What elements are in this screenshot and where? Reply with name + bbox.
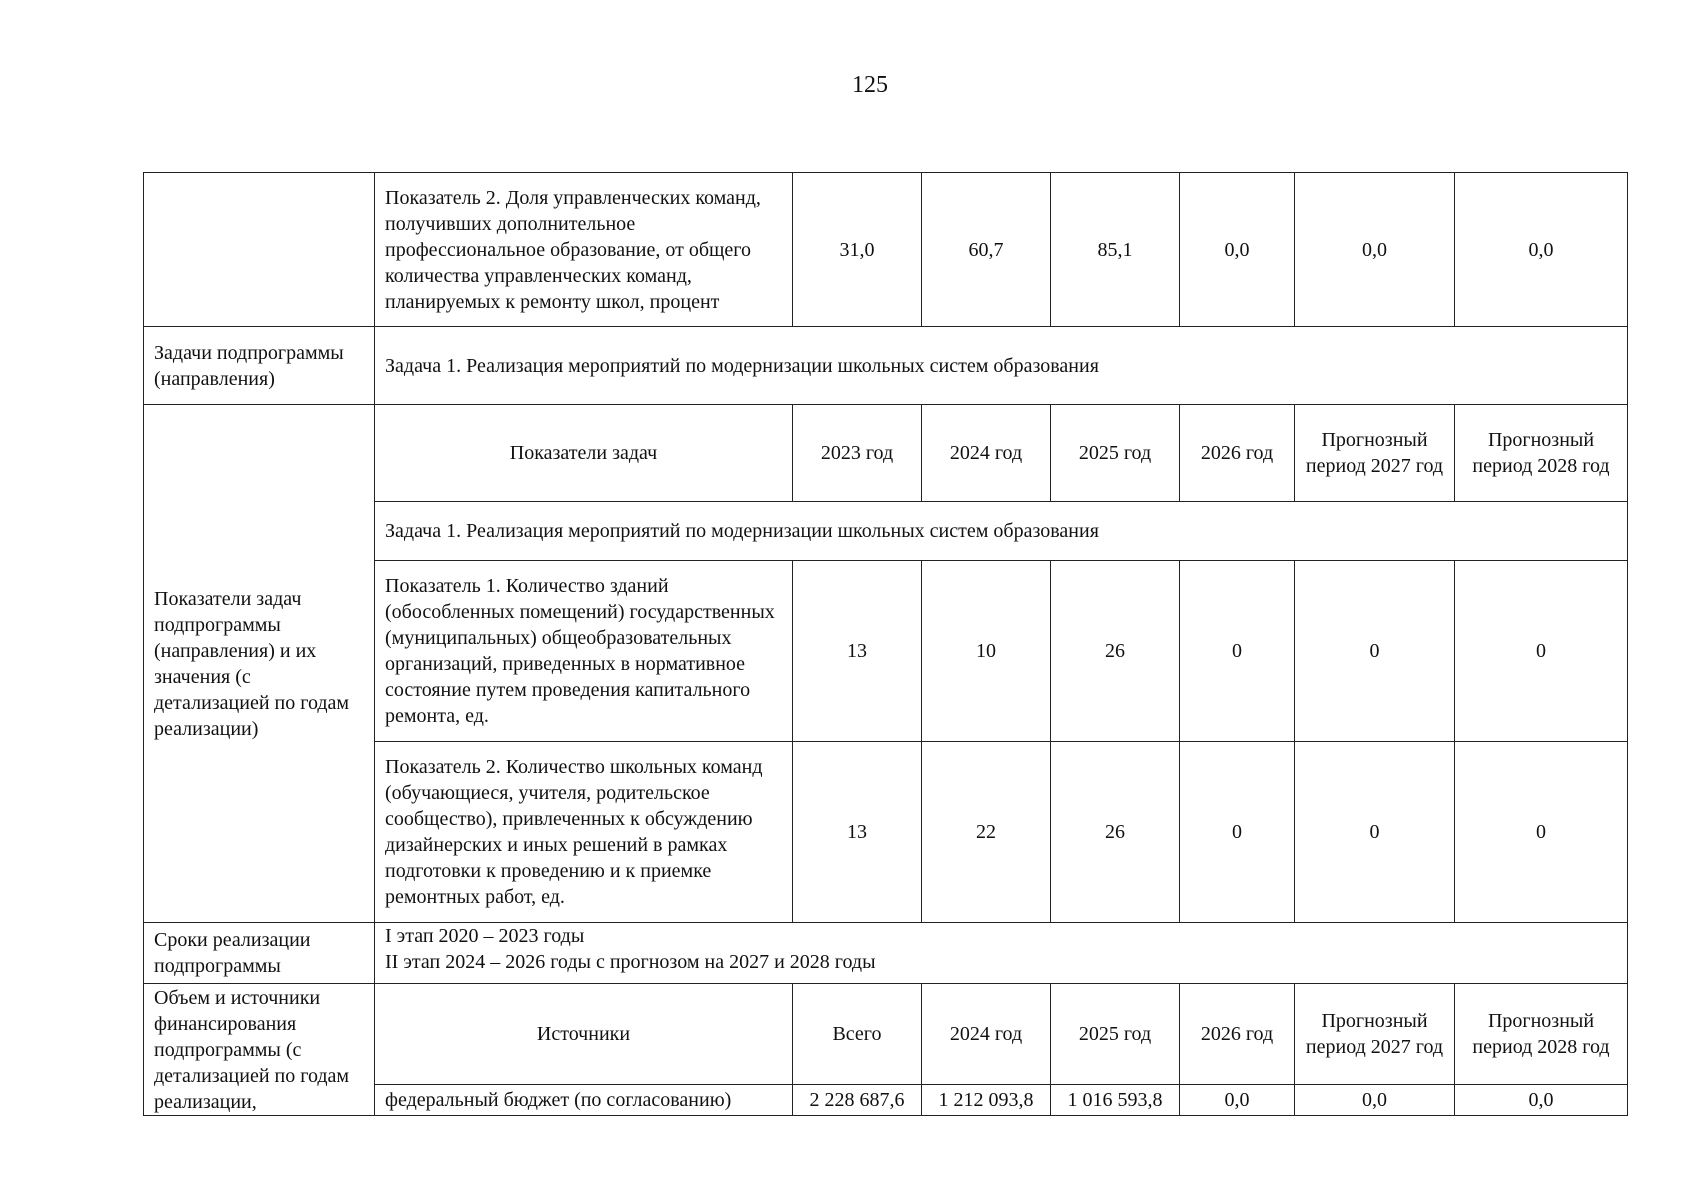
table-row (144, 173, 1628, 327)
section-label: Показатели задач подпрограммы (направления) и их значения (с детализацией по годам реализации) (144, 405, 375, 923)
column-header: Всего (793, 984, 922, 1085)
indicator-value: 0 (1295, 742, 1455, 923)
column-header: 2026 год (1180, 405, 1295, 502)
column-header: 2026 год (1180, 984, 1295, 1085)
indicator-value: 0,0 (1455, 173, 1628, 327)
funding-source: федеральный бюджет (по согласованию) (375, 1085, 793, 1116)
indicator-value: 13 (793, 561, 922, 742)
column-header: Прогнозный период 2028 год (1455, 405, 1628, 502)
indicator-value: 85,1 (1051, 173, 1180, 327)
column-header: Источники (375, 984, 793, 1085)
indicator-value: 31,0 (793, 173, 922, 327)
column-header: Показатели задач (375, 405, 793, 502)
page-number: 125 (852, 72, 888, 98)
funding-value: 1 016 593,8 (1051, 1085, 1180, 1116)
table-row (144, 327, 1628, 405)
indicator-value: 0,0 (1180, 173, 1295, 327)
indicator-value: 13 (793, 742, 922, 923)
indicator-value: 0 (1455, 742, 1628, 923)
column-header: 2025 год (1051, 984, 1180, 1085)
funding-value: 0,0 (1180, 1085, 1295, 1116)
task-text: Задача 1. Реализация мероприятий по модернизации школьных систем образования (375, 327, 1628, 405)
indicator-value: 26 (1051, 561, 1180, 742)
column-header: 2023 год (793, 405, 922, 502)
stage-2-text: II этап 2024 – 2026 годы с прогнозом на 2027 и 2028 годы (385, 951, 876, 973)
column-header: 2024 год (922, 984, 1051, 1085)
indicator-value: 0,0 (1295, 173, 1455, 327)
section-label: Объем и источники финансирования подпрограммы (с детализацией по годам реализации, (144, 984, 375, 1116)
section-label: Сроки реализации подпрограммы (144, 923, 375, 984)
table-row (144, 923, 1628, 984)
column-header: 2025 год (1051, 405, 1180, 502)
indicator-value: 10 (922, 561, 1051, 742)
indicator-label: Показатель 2. Количество школьных команд (обучающиеся, учителя, родительское сообщество), привлеченных к обсуждению дизайнерских и иных решений в рамках подготовки к проведению и к приемке ремонтных работ, ед. (375, 742, 793, 923)
column-header: 2024 год (922, 405, 1051, 502)
funding-value: 1 212 093,8 (922, 1085, 1051, 1116)
indicator-value: 0 (1180, 742, 1295, 923)
subprogram-passport-table (143, 172, 1628, 1116)
indicator-label: Показатель 1. Количество зданий (обособленных помещений) государственных (муниципальных) общеобразовательных организаций, приведенных в нормативное состояние путем проведения капитального ремонта, ед. (375, 561, 793, 742)
indicator-value: 0 (1180, 561, 1295, 742)
indicator-value: 60,7 (922, 173, 1051, 327)
funding-value: 0,0 (1455, 1085, 1628, 1116)
indicator-value: 0 (1455, 561, 1628, 742)
column-header: Прогнозный период 2028 год (1455, 984, 1628, 1085)
indicator-value: 22 (922, 742, 1051, 923)
section-label: Задачи подпрограммы (направления) (144, 327, 375, 405)
table-row (144, 405, 1628, 502)
indicator-value: 26 (1051, 742, 1180, 923)
timeline-cell (375, 923, 1628, 984)
funding-value: 0,0 (1295, 1085, 1455, 1116)
column-header: Прогнозный период 2027 год (1295, 984, 1455, 1085)
task-text: Задача 1. Реализация мероприятий по модернизации школьных систем образования (375, 502, 1628, 561)
funding-value: 2 228 687,6 (793, 1085, 922, 1116)
indicator-label: Показатель 2. Доля управленческих команд, получивших дополнительное профессиональное образование, от общего количества управленческих команд, планируемых к ремонту школ, процент (375, 173, 793, 327)
stage-1-text: I этап 2020 – 2023 годы (385, 925, 585, 947)
empty-label-cell (144, 173, 375, 327)
indicator-value: 0 (1295, 561, 1455, 742)
column-header: Прогнозный период 2027 год (1295, 405, 1455, 502)
table-row (144, 984, 1628, 1085)
